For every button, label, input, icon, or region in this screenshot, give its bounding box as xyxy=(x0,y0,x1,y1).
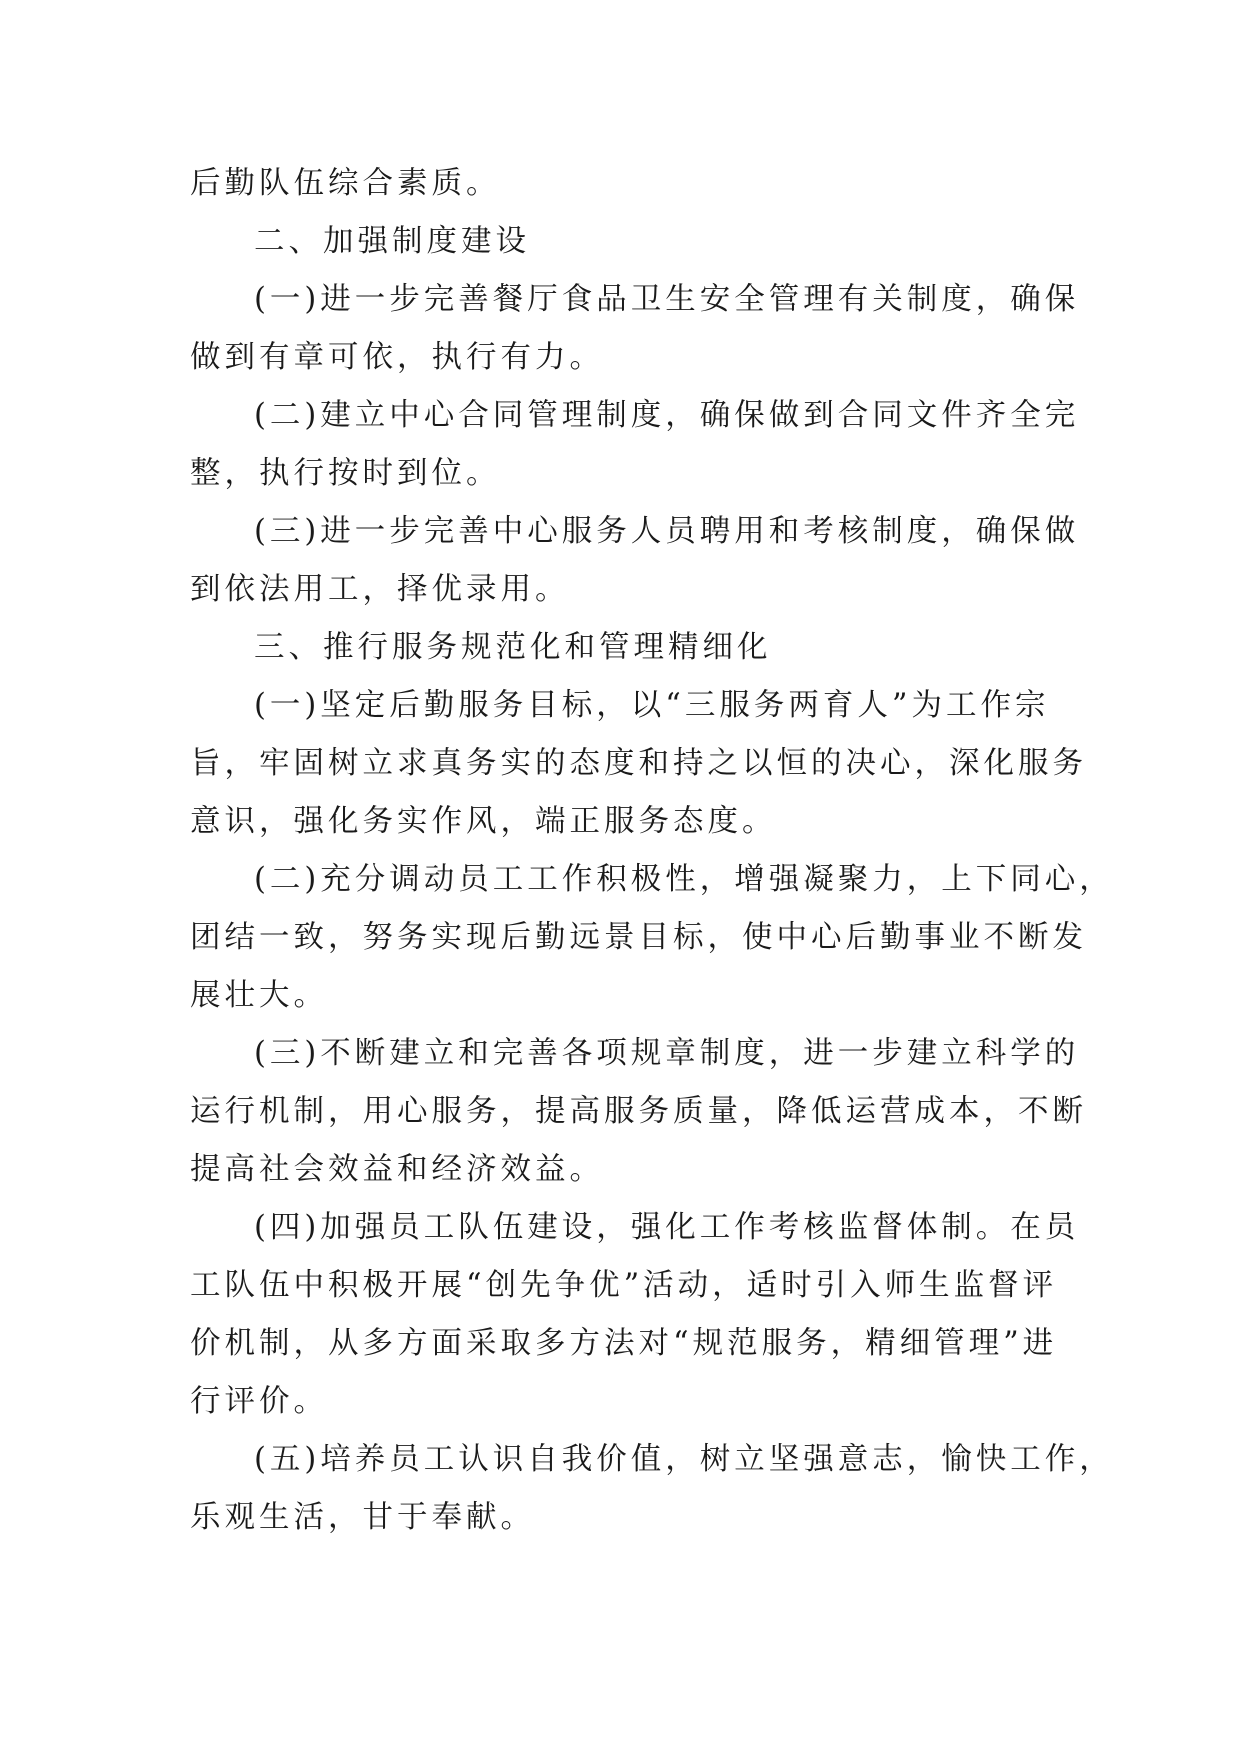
text-line: (二)建立中心合同管理制度，确保做到合同文件齐全完 xyxy=(254,398,1080,433)
heading-section-3 xyxy=(190,619,1052,677)
paragraph-3-1 xyxy=(190,677,1087,851)
text-line: (五)培养员工认识自我价值，树立坚强意志，愉快工作， xyxy=(254,1442,1114,1477)
text-line: 做到有章可依，执行有力。 xyxy=(190,340,604,375)
paragraph-3-4 xyxy=(190,1199,1080,1431)
paragraph-2-1 xyxy=(190,271,1080,387)
text-line: (一)坚定后勤服务目标，以“三服务两育人”为工作宗 xyxy=(254,688,1050,723)
document-page xyxy=(190,155,1114,1547)
text-line: 整，执行按时到位。 xyxy=(190,456,501,491)
text-line: 后勤队伍综合素质。 xyxy=(190,166,501,201)
paragraph-2-2 xyxy=(190,387,1080,503)
paragraph-2-3 xyxy=(190,503,1080,619)
text-line: 展壮大。 xyxy=(190,978,328,1013)
text-line: 工队伍中积极开展“创先争优”活动，适时引入师生监督评 xyxy=(190,1268,1058,1303)
text-line: 运行机制，用心服务，提高服务质量，降低运营成本，不断 xyxy=(190,1094,1087,1129)
paragraph-1 xyxy=(190,155,1052,213)
text-line: 意识，强化务实作风，端正服务态度。 xyxy=(190,804,777,839)
text-line: (三)进一步完善中心服务人员聘用和考核制度，确保做 xyxy=(254,514,1080,549)
text-line: 三、推行服务规范化和管理精细化 xyxy=(254,630,772,665)
text-line: 到依法用工，择优录用。 xyxy=(190,572,570,607)
text-line: 提高社会效益和经济效益。 xyxy=(190,1152,604,1187)
paragraph-3-3 xyxy=(190,1025,1087,1199)
text-line: 团结一致，努务实现后勤远景目标，使中心后勤事业不断发 xyxy=(190,920,1087,955)
text-line: 乐观生活，甘于奉献。 xyxy=(190,1500,535,1535)
text-line: (二)充分调动员工工作积极性，增强凝聚力，上下同心， xyxy=(254,862,1114,897)
text-line: 行评价。 xyxy=(190,1384,328,1419)
paragraph-3-5 xyxy=(190,1431,1114,1547)
text-line: (三)不断建立和完善各项规章制度，进一步建立科学的 xyxy=(254,1036,1080,1071)
text-line: (四)加强员工队伍建设，强化工作考核监督体制。在员 xyxy=(254,1210,1080,1245)
heading-section-2 xyxy=(190,213,1052,271)
text-line: 二、加强制度建设 xyxy=(254,224,530,259)
paragraph-3-2 xyxy=(190,851,1114,1025)
text-line: 旨，牢固树立求真务实的态度和持之以恒的决心，深化服务 xyxy=(190,746,1087,781)
text-line: (一)进一步完善餐厅食品卫生安全管理有关制度，确保 xyxy=(254,282,1080,317)
text-line: 价机制，从多方面采取多方法对“规范服务，精细管理”进 xyxy=(190,1326,1058,1361)
